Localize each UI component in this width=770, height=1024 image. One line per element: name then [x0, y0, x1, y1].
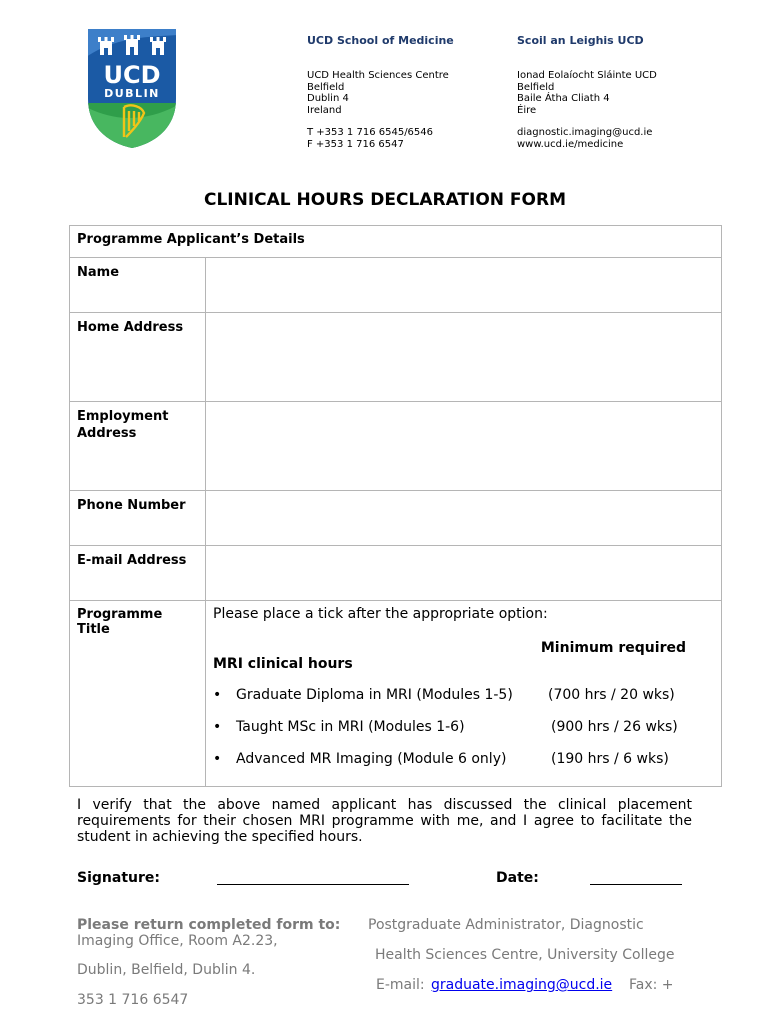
programme-options-cell [206, 601, 722, 787]
phone-number-label: Phone Number [70, 491, 206, 546]
address-english: UCD Health Sciences Centre Belfield Dublin 4 Ireland T +353 1 716 6545/6546 F +353 1 716 6547 [307, 70, 449, 150]
phone-number: T +353 1 716 6545/6546 [307, 127, 434, 138]
programme-instruction: Please place a tick after the appropriate option: [213, 606, 548, 622]
return-office: Imaging Office, Room A2.23, [77, 933, 278, 949]
section-title: Programme Applicant’s Details [70, 226, 722, 258]
return-admin: Postgraduate Administrator, Diagnostic [368, 917, 644, 933]
signature-line[interactable] [217, 884, 409, 885]
bullet-icon: • [213, 687, 222, 703]
name-field[interactable] [206, 258, 722, 313]
contact-email: diagnostic.imaging@ucd.ie [517, 127, 653, 138]
name-label: Name [70, 258, 206, 313]
verification-statement: I verify that the above named applicant has discussed the clinical placement requirements for their chosen MRI programme with me, and I agree to facilitate the student in achieving the specified hours. [77, 797, 692, 845]
home-address-field[interactable] [206, 313, 722, 402]
fax-number: F +353 1 716 6547 [307, 138, 404, 150]
home-address-label: Home Address [70, 313, 206, 402]
phone-number-field[interactable] [206, 491, 722, 546]
return-fax-label: Fax: + [629, 977, 674, 993]
bullet-icon: • [213, 751, 222, 767]
signature-label: Signature: [77, 870, 160, 886]
return-fax-number: 353 1 716 6547 [77, 992, 189, 1008]
form-title: CLINICAL HOURS DECLARATION FORM [203, 190, 566, 210]
date-label: Date: [496, 870, 539, 886]
programme-option-taught-msc[interactable]: • Taught MSc in MRI (Modules 1-6) (900 hrs / 26 wks) [213, 719, 678, 735]
return-label: Please return completed form to: [77, 917, 341, 933]
return-email-link[interactable]: graduate.imaging@ucd.ie [431, 977, 613, 993]
mri-clinical-hours-heading: MRI clinical hours [213, 656, 353, 672]
return-city: Dublin, Belfield, Dublin 4. [77, 962, 256, 978]
programme-title-label: Programme Title [70, 601, 206, 787]
return-centre: Health Sciences Centre, University College [375, 947, 675, 963]
email-address-field[interactable] [206, 546, 722, 601]
website: www.ucd.ie/medicine [517, 138, 624, 150]
employment-address-label: Employment Address [70, 402, 206, 491]
ucd-crest-logo [86, 27, 178, 149]
minimum-required-heading: Minimum required [540, 640, 686, 656]
applicant-details-table [69, 225, 722, 787]
date-line[interactable] [590, 884, 682, 885]
school-name-irish: Scoil an Leighis UCD [517, 34, 644, 47]
school-name-english: UCD School of Medicine [307, 34, 454, 47]
address-irish: Ionad Eolaíocht Sláinte UCD Belfield Baile Átha Cliath 4 Éire diagnostic.imaging@ucd.ie www.ucd.ie/medicine [517, 70, 657, 150]
email-address-label: E-mail Address [70, 546, 206, 601]
return-email-label: E-mail: [376, 977, 425, 993]
svg-text:UCD: UCD [103, 61, 161, 89]
employment-address-field[interactable] [206, 402, 722, 491]
programme-option-graduate-diploma[interactable]: • Graduate Diploma in MRI (Modules 1-5) (700 hrs / 20 wks) [213, 687, 675, 703]
svg-text:DUBLIN: DUBLIN [104, 87, 160, 100]
bullet-icon: • [213, 719, 222, 735]
programme-option-advanced-mr[interactable]: • Advanced MR Imaging (Module 6 only) (190 hrs / 6 wks) [213, 751, 669, 767]
